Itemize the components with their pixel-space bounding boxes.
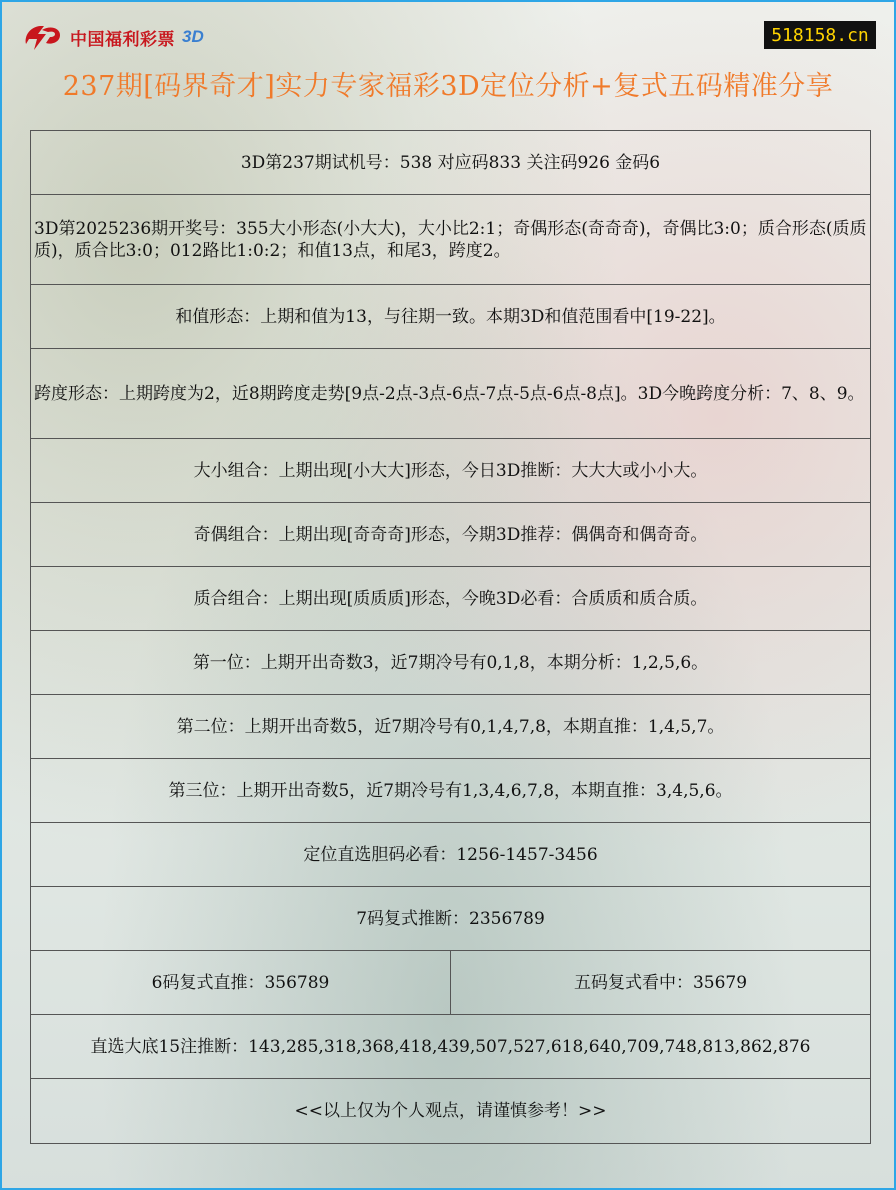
table-row-seven-code: 7码复式推断：2356789	[31, 887, 870, 951]
table-row-first-position: 第一位：上期开出奇数3，近7期冷号有0,1,8，本期分析：1,2,5,6。	[31, 631, 870, 695]
table-row-disclaimer: <<以上仅为个人观点，请谨慎参考！>>	[294, 1101, 607, 1121]
site-url-badge[interactable]: 518158.cn	[764, 21, 876, 49]
page-title: 237期[码界奇才]实力专家福彩3D定位分析+复式五码精准分享	[62, 71, 834, 102]
welfare-lottery-logo-icon	[20, 22, 64, 52]
table-row-span-pattern: 跨度形态：上期跨度为2，近8期跨度走势[9点-2点-3点-6点-7点-5点-6点-8点]。3D今晚跨度分析：7、8、9。	[31, 349, 870, 439]
table-row-last-draw: 3D第2025236期开奖号：355大小形态(小大大)，大小比2:1；奇偶形态(奇奇奇)，奇偶比3:0；质合形态(质质质)，质合比3:0；012路比1:0:2；和值13点，和尾3，跨度2。	[31, 195, 870, 285]
table-row-fifteen-picks: 直选大底15注推断：143,285,318,368,418,439,507,527,618,640,709,748,813,862,876	[31, 1015, 870, 1079]
table-row-second-position: 第二位：上期开出奇数5，近7期冷号有0,1,4,7,8，本期直推：1,4,5,7。	[31, 695, 870, 759]
table-row-test-number: 3D第237期试机号：538 对应码833 关注码926 金码6	[31, 131, 870, 195]
table-row-position-picks: 定位直选胆码必看：1256-1457-3456	[31, 823, 870, 887]
five-code-cell: 五码复式看中：35679	[573, 972, 748, 993]
table-row-third-position: 第三位：上期开出奇数5，近7期冷号有1,3,4,6,7,8，本期直推：3,4,5,6。	[31, 759, 870, 823]
analysis-table	[30, 130, 871, 1144]
table-row-odd-even-combo: 奇偶组合：上期出现[奇奇奇]形态，今期3D推荐：偶偶奇和偶奇奇。	[31, 503, 870, 567]
table-row-six-five-code	[31, 951, 870, 1015]
table-row-prime-combo: 质合组合：上期出现[质质质]形态，今晚3D必看：合质质和质合质。	[31, 567, 870, 631]
logo-text: 中国福利彩票	[70, 29, 175, 49]
table-row-sum-pattern: 和值形态：上期和值为13，与往期一致。本期3D和值范围看中[19-22]。	[31, 285, 870, 349]
six-code-cell: 6码复式直推：356789	[31, 951, 451, 1014]
table-row-size-combo: 大小组合：上期出现[小大大]形态，今日3D推断：大大大或小小大。	[31, 439, 870, 503]
logo-3d-label: 3D	[182, 27, 204, 46]
lottery-logo	[20, 22, 204, 52]
